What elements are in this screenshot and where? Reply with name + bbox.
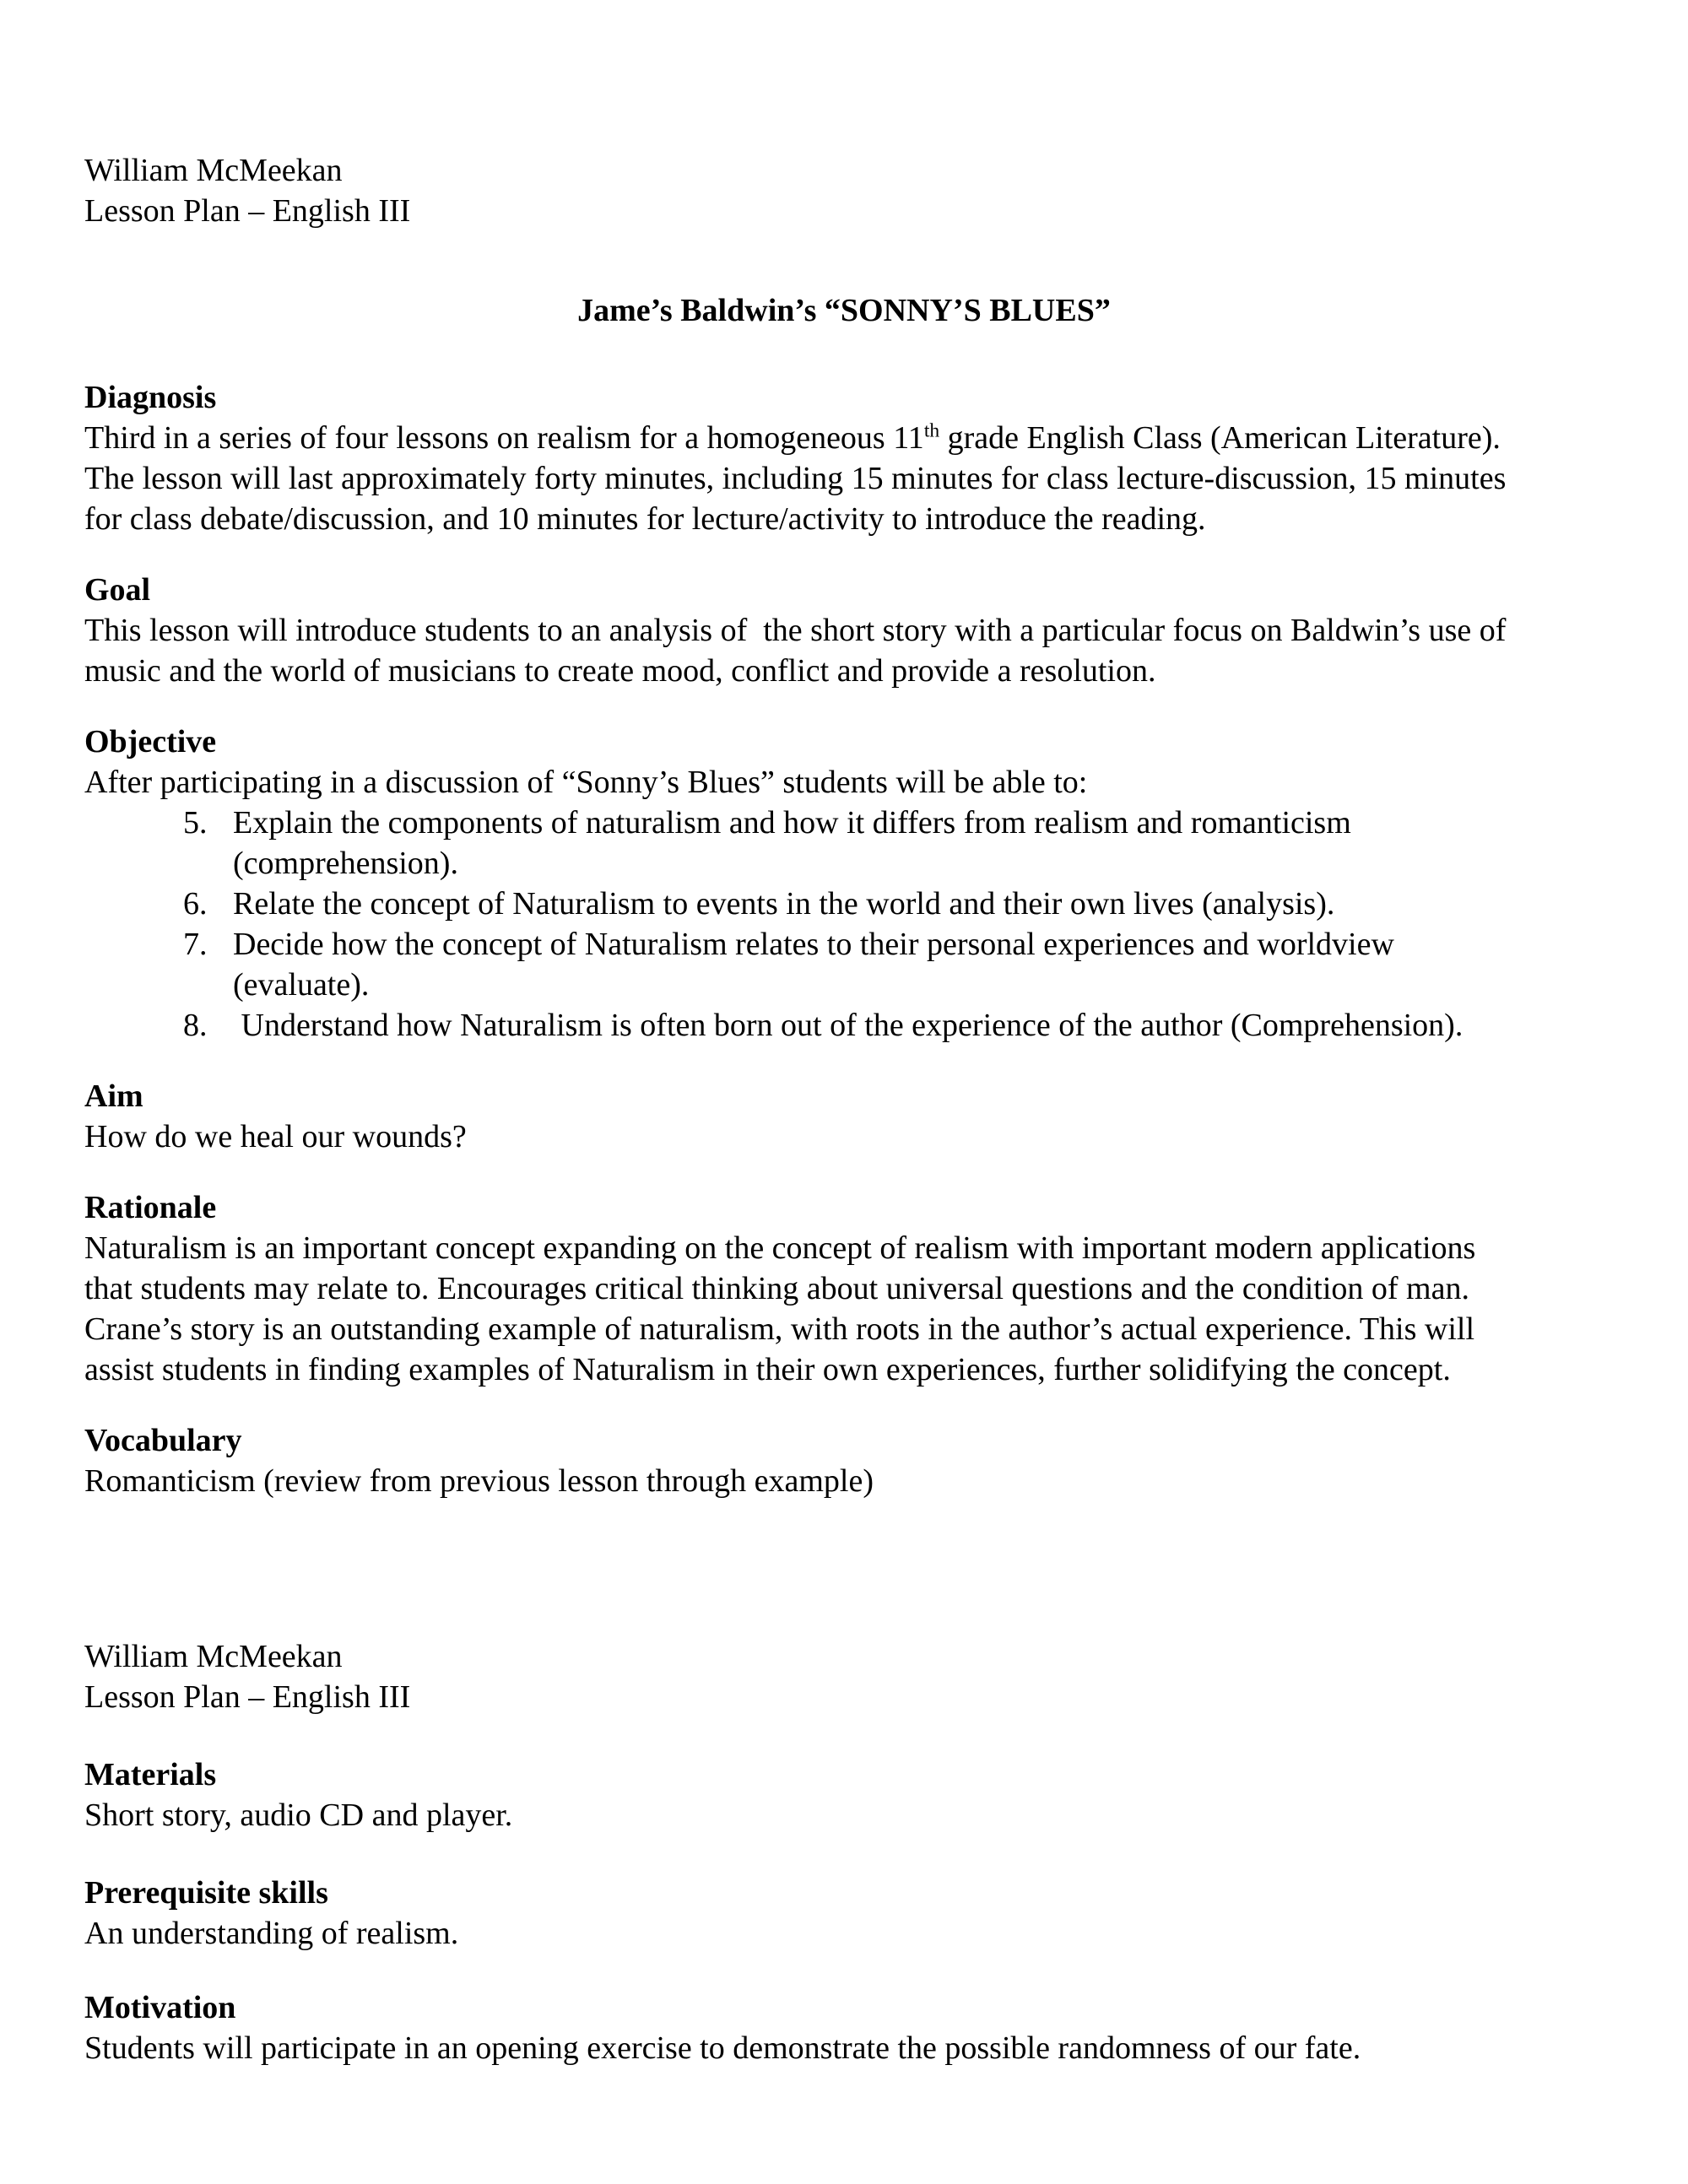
prerequisite-skills-line-1: An understanding of realism. xyxy=(84,1916,459,1951)
rationale-heading: Rationale xyxy=(84,1190,217,1225)
list-item xyxy=(84,803,1604,884)
aim-heading: Aim xyxy=(84,1078,143,1114)
list-item-line: Decide how the concept of Naturalism relates to their personal experiences and worldview xyxy=(233,927,1394,962)
author-line: William McMeekan xyxy=(84,1639,343,1674)
list-item-text xyxy=(233,884,1334,924)
list-item-number: 7. xyxy=(183,927,208,962)
list-item-text xyxy=(233,803,1351,884)
header-block xyxy=(84,150,1604,231)
author-line: William McMeekan xyxy=(84,153,343,188)
diagnosis-line-3: for class debate/discussion, and 10 minutes for lecture/activity to introduce the reading. xyxy=(84,501,1206,537)
list-item-number: 5. xyxy=(183,805,208,841)
section-prerequisite-skills xyxy=(84,1873,1604,1954)
goal-heading: Goal xyxy=(84,572,151,608)
motivation-heading: Motivation xyxy=(84,1990,236,2025)
vocabulary-line-1: Romanticism (review from previous lesson through example) xyxy=(84,1463,874,1499)
rationale-line-4: assist students in finding examples of Naturalism in their own experiences, further solidifying the concept. xyxy=(84,1352,1451,1387)
goal-line-2: music and the world of musicians to create mood, conflict and provide a resolution. xyxy=(84,653,1156,689)
aim-line-1: How do we heal our wounds? xyxy=(84,1119,467,1154)
header-block-page2 xyxy=(84,1636,1604,1717)
section-aim xyxy=(84,1076,1604,1157)
vocabulary-heading: Vocabulary xyxy=(84,1423,242,1458)
diagnosis-heading: Diagnosis xyxy=(84,380,217,415)
section-objective xyxy=(84,722,1604,1046)
section-vocabulary xyxy=(84,1420,1604,1501)
list-item-line: (comprehension). xyxy=(233,846,458,881)
objective-list xyxy=(84,803,1604,1046)
prerequisite-skills-heading: Prerequisite skills xyxy=(84,1875,328,1911)
list-item-line: Relate the concept of Naturalism to events in the world and their own lives (analysis). xyxy=(233,886,1335,922)
list-item xyxy=(84,884,1604,924)
goal-line-1: This lesson will introduce students to an analysis of the short story with a particular focus on Baldwin’s use of xyxy=(84,613,1507,648)
materials-heading: Materials xyxy=(84,1757,217,1792)
list-item xyxy=(84,1005,1604,1046)
course-line: Lesson Plan – English III xyxy=(84,1679,411,1715)
list-item-line: (evaluate). xyxy=(233,967,370,1003)
objective-intro: After participating in a discussion of “Sonny’s Blues” students will be able to: xyxy=(84,765,1088,800)
list-item-text xyxy=(233,924,1394,1005)
list-item-line: Explain the components of naturalism and how it differs from realism and romanticism xyxy=(233,805,1351,841)
list-item-line: Understand how Naturalism is often born out of the experience of the author (Comprehension). xyxy=(233,1008,1463,1043)
diagnosis-ordinal-suffix: th xyxy=(923,419,940,442)
motivation-line-1: Students will participate in an opening exercise to demonstrate the possible randomness of our fate. xyxy=(84,2030,1361,2066)
diagnosis-line-1 xyxy=(84,418,1604,458)
section-diagnosis xyxy=(84,377,1604,539)
list-item-number: 6. xyxy=(183,886,208,922)
section-rationale xyxy=(84,1187,1604,1390)
section-materials xyxy=(84,1754,1604,1835)
section-goal xyxy=(84,570,1604,691)
materials-line-1: Short story, audio CD and player. xyxy=(84,1797,513,1833)
list-item-text xyxy=(233,1005,1463,1046)
objective-heading: Objective xyxy=(84,724,217,760)
diagnosis-line-1-before-sup: Third in a series of four lessons on realism for a homogeneous 11 xyxy=(84,420,924,456)
diagnosis-line-2: The lesson will last approximately forty minutes, including 15 minutes for class lecture-discussion, 15 minutes xyxy=(84,461,1507,496)
rationale-line-3: Crane’s story is an outstanding example of naturalism, with roots in the author’s actual experience. This will xyxy=(84,1311,1475,1347)
list-item-number: 8. xyxy=(183,1008,208,1043)
rationale-line-1: Naturalism is an important concept expanding on the concept of realism with important modern applications xyxy=(84,1230,1476,1266)
document-title: Jame’s Baldwin’s “SONNY’S BLUES” xyxy=(577,293,1111,328)
list-item xyxy=(84,924,1604,1005)
section-motivation xyxy=(84,1987,1604,2068)
rationale-line-2: that students may relate to. Encourages critical thinking about universal questions and the condition of man. xyxy=(84,1271,1469,1306)
diagnosis-line-1-after-sup: grade English Class (American Literature). xyxy=(939,420,1501,456)
course-line: Lesson Plan – English III xyxy=(84,193,411,229)
